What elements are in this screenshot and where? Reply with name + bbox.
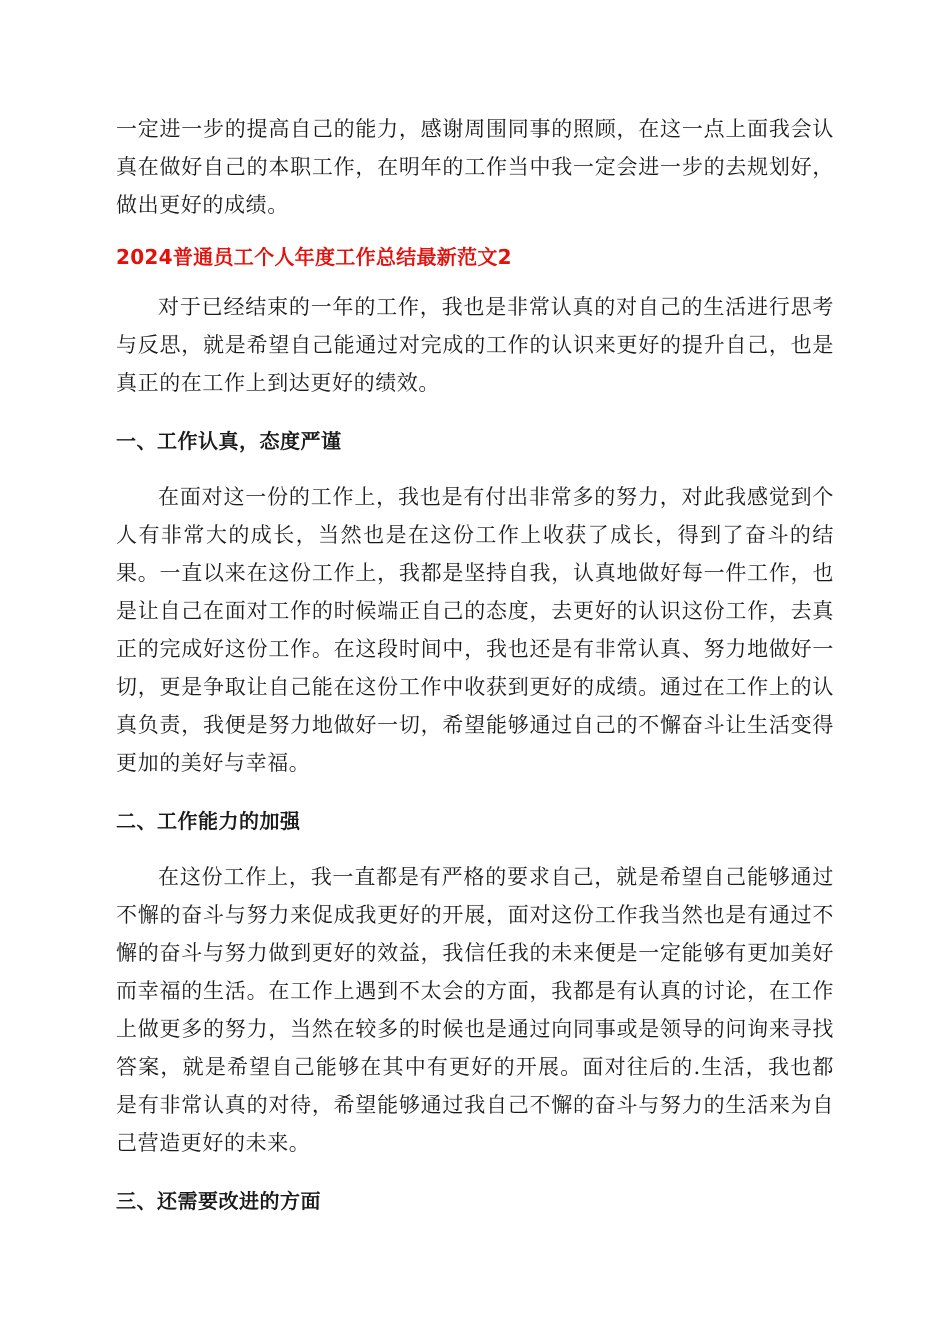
intro-paragraph: 一定进一步的提高自己的能力，感谢周围同事的照顾，在这一点上面我会认真在做好自己的本职工作，在明年的工作当中我一定会进一步的去规划好，做出更好的成绩。 <box>116 117 834 217</box>
opening-paragraph: 对于已经结束的一年的工作，我也是非常认真的对自己的生活进行思考与反思，就是希望自己能通过对完成的工作的认识来更好的提升自己，也是真正的在工作上到达更好的绩效。 <box>116 295 834 395</box>
article-title: 2024普通员工个人年度工作总结最新范文2 <box>116 245 512 269</box>
section-body-1: 在面对这一份的工作上，我也是有付出非常多的努力，对此我感觉到个人有非常大的成长，当然也是在这份工作上收获了成长，得到了奋斗的结果。一直以来在这份工作上，我都是坚持自我，认真地做好每一件工作，也是让自己在面对工作的时候端正自己的态度，去更好的认识这份工作，去真正的完成好这份工作。在这段时间中，我也还是有非常认真、努力地做好一切，更是争取让自己能在这份工作中收获到更好的成绩。通过在工作上的认真负责，我便是努力地做好一切，希望能够通过自己的不懈奋斗让生活变得更加的美好与幸福。 <box>116 485 834 775</box>
section-heading-1: 一、工作认真，态度严谨 <box>116 429 342 453</box>
document-body <box>116 110 834 1238</box>
section-heading-2: 二、工作能力的加强 <box>116 809 301 833</box>
section-heading-3: 三、还需要改进的方面 <box>116 1189 321 1213</box>
section-body-2: 在这份工作上，我一直都是有严格的要求自己，就是希望自己能够通过不懈的奋斗与努力来促成我更好的开展，面对这份工作我当然也是有通过不懈的奋斗与努力做到更好的效益，我信任我的未来便是一定能够有更加美好而幸福的生活。在工作上遇到不太会的方面，我都是有认真的讨论，在工作上做更多的努力，当然在较多的时候也是通过向同事或是领导的问询来寻找答案，就是希望自己能够在其中有更好的开展。面对往后的.生活，我也都是有非常认真的对待，希望能够通过我自己不懈的奋斗与努力的生活来为自己营造更好的未来。 <box>116 865 834 1155</box>
